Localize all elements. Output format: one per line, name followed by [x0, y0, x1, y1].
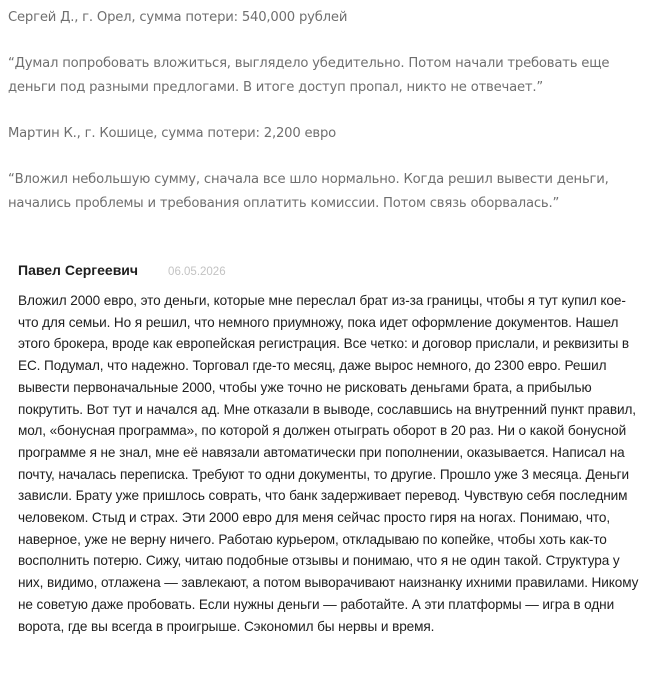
review-text: Вложил 2000 евро, это деньги, которые мне переслал брат из-за границы, чтобы я тут купил кое-что для семьи. Но я решил, что немного приумножу, пока идет оформление документов. Нашел этого брокера, вроде как европейская регистрация. Все четко: и договор прислали, и реквизиты в ЕС. Подумал, что надежно. Торговал где-то месяц, даже вырос немного, до 2300 евро. Решил вывести первоначальные 2000, чтобы уже точно не рисковать деньгами брата, а прибылью покрутить. Вот тут и начался ад. Мне отказали в выводе, сославшись на внутренний пункт правил, мол, «бонусная программа», по которой я должен отыграть оборот в 20 раз. Ни о какой бонусной программе я не знал, мне её навязали автоматически при пополнении, оказывается. Написал на почту, началась переписка. Требуют то одни документы, то другие. Прошло уже 3 месяца. Деньги зависли. Брату уже пришлось соврать, что банк задерживает перевод. Чувствую себя последним человеком. Стыд и страх. Эти 2000 евро для меня сейчас просто гиря на ногах. Понимаю, что, наверное, уже не верну ничего. Работаю курьером, откладываю по копейке, чтобы хоть как-то восполнить потерю. Сижу, читаю подобные отзывы и понимаю, что я не один такой. Структура у них, видимо, отлажена — завлекают, а потом выворачивают наизнанку ихними правилами. Никому не советую даже пробовать. Если нужны деньги — работайте. А эти платформы — игра в одни ворота, где вы всегда в проигрыше. Сэкономил бы нервы и время. — [18, 293, 639, 634]
review-date: 06.05.2026 — [168, 266, 226, 278]
review-author: Павел Сергеевич — [18, 262, 139, 278]
review-card — [18, 262, 640, 637]
testimonial-quote: “Вложил небольшую сумму, сначала все шло нормально. Когда решил вывести деньги, начались проблемы и требования оплатить комиссии. Потом связь оборвалась.” — [8, 172, 609, 211]
testimonial-header: Мартин К., г. Кошице, сумма потери: 2,200 евро — [8, 126, 337, 141]
review-header — [18, 262, 640, 278]
testimonials-section — [0, 0, 653, 216]
testimonial-header: Сергей Д., г. Орел, сумма потери: 540,000 рублей — [8, 10, 348, 25]
testimonial-quote: “Думал попробовать вложиться, выглядело убедительно. Потом начали требовать еще деньги под разными предлогами. В итоге доступ пропал, никто не отвечает.” — [8, 56, 610, 95]
